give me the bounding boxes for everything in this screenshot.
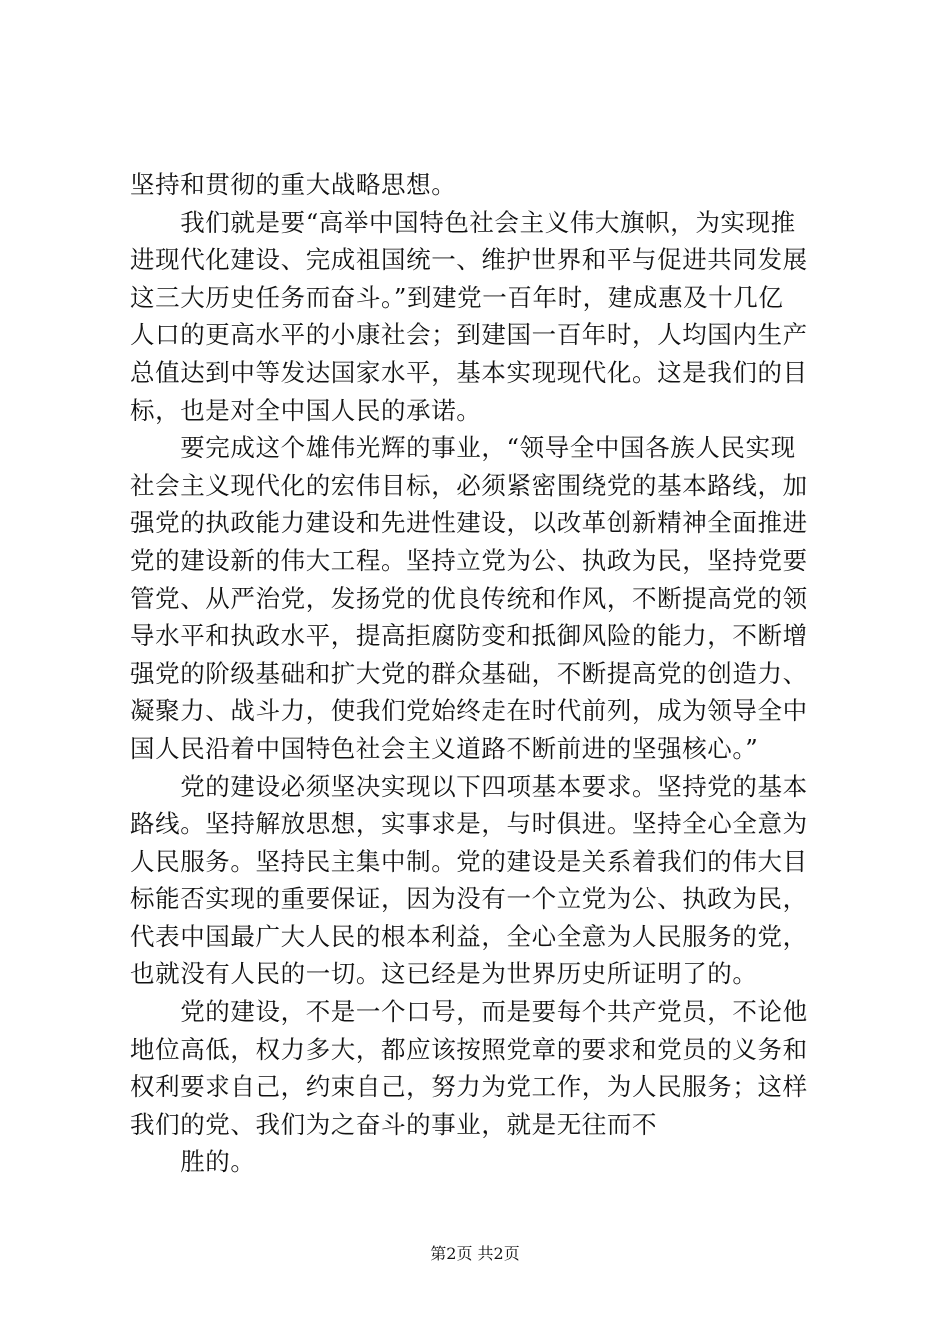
text-line: 党的建设新的伟大工程。坚持立党为公、执政为民，坚持党要 bbox=[130, 545, 808, 575]
text-line: 强党的阶级基础和扩大党的群众基础，不断提高党的创造力、 bbox=[130, 658, 808, 688]
text-line: 坚持和贯彻的重大战略思想。 bbox=[130, 170, 457, 199]
text-line: 凝聚力、战斗力，使我们党始终走在时代前列，成为领导全中 bbox=[130, 696, 808, 726]
text-line: 我们的党、我们为之奋斗的事业，就是无往而不 bbox=[130, 1109, 658, 1139]
page-number-footer: 第2页 共2页 bbox=[430, 1244, 520, 1263]
text-line: 我们就是要“高举中国特色社会主义伟大旗帜，为实现推 bbox=[130, 207, 796, 237]
text-line: 标能否实现的重要保证，因为没有一个立党为公、执政为民， bbox=[130, 884, 808, 914]
text-line: 党的建设必须坚决实现以下四项基本要求。坚持党的基本 bbox=[130, 771, 808, 801]
text-line: 导水平和执政水平，提高拒腐防变和抵御风险的能力，不断增 bbox=[130, 621, 808, 651]
text-line: 要完成这个雄伟光辉的事业，“领导全中国各族人民实现 bbox=[130, 433, 796, 463]
text-line: 党的建设，不是一个口号，而是要每个共产党员，不论他 bbox=[130, 997, 808, 1027]
text-line: 人民服务。坚持民主集中制。党的建设是关系着我们的伟大目 bbox=[130, 846, 808, 876]
text-line: 代表中国最广大人民的根本利益，全心全意为人民服务的党， bbox=[130, 921, 808, 951]
text-line: 胜的。 bbox=[130, 1147, 256, 1177]
text-line: 也就没有人民的一切。这已经是为世界历史所证明了的。 bbox=[130, 959, 758, 989]
text-line: 标，也是对全中国人民的承诺。 bbox=[130, 395, 482, 425]
text-line: 路线。坚持解放思想，实事求是，与时俱进。坚持全心全意为 bbox=[130, 809, 808, 839]
text-line: 总值达到中等发达国家水平，基本实现现代化。这是我们的目 bbox=[130, 357, 808, 387]
text-line: 国人民沿着中国特色社会主义道路不断前进的坚强核心。” bbox=[130, 733, 759, 763]
text-line: 权利要求自己，约束自己，努力为党工作，为人民服务；这样 bbox=[130, 1072, 808, 1102]
text-line: 社会主义现代化的宏伟目标，必须紧密围绕党的基本路线，加 bbox=[130, 470, 808, 500]
text-line: 管党、从严治党，发扬党的优良传统和作风，不断提高党的领 bbox=[130, 583, 808, 613]
text-line: 地位高低，权力多大，都应该按照党章的要求和党员的义务和 bbox=[130, 1034, 808, 1064]
text-line: 这三大历史任务而奋斗。”到建党一百年时，建成惠及十几亿 bbox=[130, 282, 784, 312]
text-line: 强党的执政能力建设和先进性建设，以改革创新精神全面推进 bbox=[130, 508, 808, 538]
document-body bbox=[130, 166, 830, 1181]
text-line: 人口的更高水平的小康社会；到建国一百年时，人均国内生产 bbox=[130, 320, 808, 350]
text-line: 进现代化建设、完成祖国统一、维护世界和平与促进共同发展 bbox=[130, 245, 808, 275]
